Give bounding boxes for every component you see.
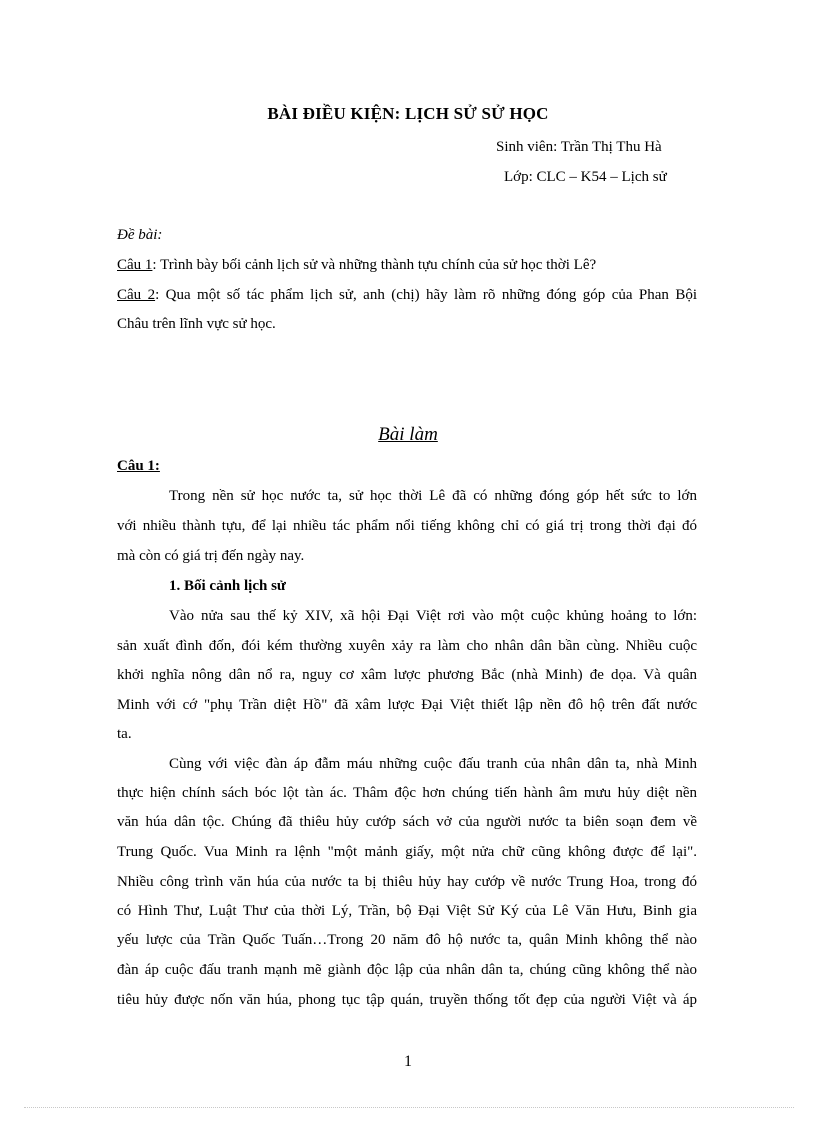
- subheading-context: 1. Bối cảnh lịch sử: [169, 578, 286, 594]
- para2-line: Nhiều công trình văn húa của nước ta bị thiêu hủy hay cướp về nước Trung Hoa, trong đó: [117, 874, 697, 890]
- para2-line: Cùng với việc đàn áp đẫm máu những cuộc đấu tranh của nhân dân ta, nhà Minh: [169, 756, 697, 772]
- section-1-label: Câu 1:: [117, 458, 160, 474]
- question-1-label: Câu 1: [117, 257, 153, 273]
- para2-line: văn húa dân tộc. Chúng đã thiêu hủy cướp sách vở của người nước ta biên soạn đem về: [117, 814, 697, 830]
- answer-heading: Bài làm: [378, 424, 438, 445]
- para1-line: ta.: [117, 726, 132, 742]
- para2-line: có Hình Thư, Luật Thư của thời Lý, Trần, bộ Đại Việt Sử Ký của Lê Văn Hưu, Binh gia: [117, 903, 697, 919]
- page-bottom-divider: [24, 1107, 794, 1108]
- question-2-label: Câu 2: [117, 287, 156, 303]
- question-2-text-line1: : Qua một số tác phẩm lịch sử, anh (chị) hãy làm rõ những đóng góp của Phan Bội: [155, 287, 697, 303]
- para1-line: Vào nửa sau thế kỷ XIV, xã hội Đại Việt rơi vào một cuộc khủng hoảng to lớn:: [169, 608, 697, 624]
- document-title: BÀI ĐIỀU KIỆN: LỊCH SỬ SỬ HỌC: [267, 104, 549, 123]
- para2-line: Trung Quốc. Vua Minh ra lệnh "một mảnh giấy, một nửa chữ cũng không được để lại".: [117, 844, 697, 860]
- para1-line: Minh với cớ "phụ Trần diệt Hồ" đã xâm lược Đại Việt thiết lập nền đô hộ trên đất nước: [117, 697, 697, 713]
- para2-line: đàn áp cuộc đấu tranh mạnh mẽ giành độc lập của nhân dân ta, chúng cũng không thể nào: [117, 962, 697, 978]
- para2-line: thực hiện chính sách bóc lột tàn ác. Thâm độc hơn chúng tiến hành âm mưu hủy diệt nền: [117, 785, 697, 801]
- intro-line: Trong nền sử học nước ta, sử học thời Lê đã có những đóng góp hết sức to lớn: [169, 488, 697, 504]
- intro-line: với nhiều thành tựu, để lại nhiều tác phẩm nổi tiếng không chỉ có giá trị trong thời đại đó: [117, 518, 697, 534]
- intro-line: mà còn có giá trị đến ngày nay.: [117, 548, 305, 564]
- student-name: Sinh viên: Trần Thị Thu Hà: [496, 139, 662, 155]
- para1-line: sản xuất đình đốn, đói kém thường xuyên xảy ra làm cho nhân dân bần cùng. Nhiều cuộc: [117, 638, 697, 654]
- class-info: Lớp: CLC – K54 – Lịch sử: [504, 169, 667, 185]
- para1-line: khởi nghĩa nông dân nổ ra, nguy cơ xâm lược phương Bắc (nhà Minh) đe dọa. Và quân: [117, 667, 697, 683]
- para2-line: tiêu hủy được nốn văn húa, phong tục tập quán, truyền thống tốt đẹp của người Việt và áp: [117, 992, 697, 1008]
- question-1-text: : Trình bày bối cảnh lịch sử và những thành tựu chính của sử học thời Lê?: [152, 257, 597, 273]
- para2-line: yếu lược của Trần Quốc Tuấn…Trong 20 năm đô hộ nước ta, quân Minh không thể nào: [117, 932, 697, 948]
- question-1: [117, 257, 596, 274]
- question-2-text-line2: Châu trên lĩnh vực sử học.: [117, 316, 276, 332]
- question-2: [117, 287, 697, 304]
- page-number: 1: [404, 1053, 412, 1070]
- assignment-label: Đề bài:: [117, 227, 163, 243]
